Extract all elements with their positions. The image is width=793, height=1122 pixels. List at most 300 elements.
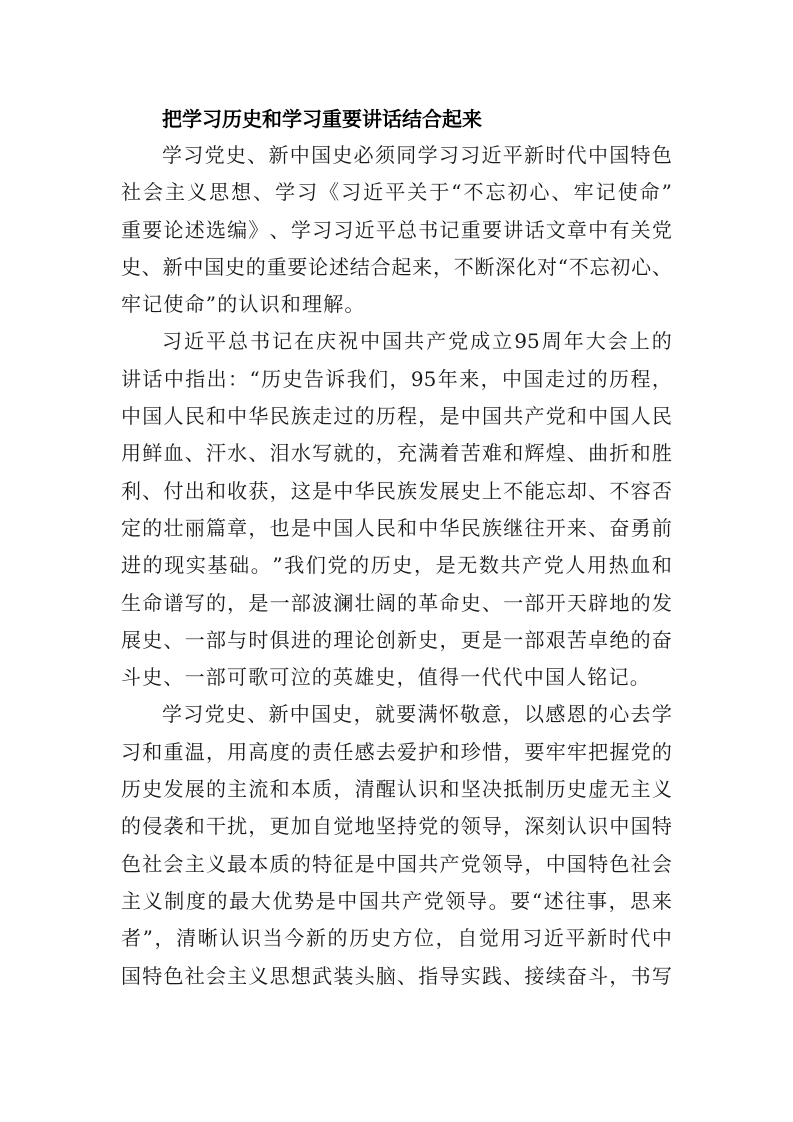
glyph: 民 (375, 478, 396, 503)
glyph: 、 (248, 441, 269, 466)
glyph: 史 (332, 143, 353, 167)
glyph: ， (608, 888, 629, 913)
glyph: 不 (463, 180, 484, 205)
glyph: 诉 (325, 366, 346, 391)
glyph: 流 (248, 777, 269, 802)
glyph: 用 (500, 926, 521, 951)
glyph: 史 (121, 254, 141, 279)
glyph: 意 (481, 702, 502, 727)
glyph: 曲 (588, 441, 609, 466)
glyph: 、 (184, 441, 205, 466)
glyph: 》 (248, 217, 269, 242)
glyph: 习 (341, 180, 362, 205)
text-line (121, 137, 672, 174)
paragraph-3 (121, 696, 672, 994)
glyph: 头 (354, 963, 375, 988)
glyph: ， (480, 366, 501, 391)
glyph: 干 (205, 814, 226, 839)
glyph: 壮 (354, 590, 375, 615)
glyph: 重 (163, 739, 184, 764)
glyph: 、 (551, 180, 572, 205)
glyph: 、 (141, 254, 162, 279)
glyph: 部 (205, 627, 226, 652)
glyph: 习 (333, 217, 354, 242)
text-line-last: 牢记使命”的认识和理解。 (121, 292, 366, 317)
glyph: 一 (503, 590, 524, 615)
glyph: 走 (312, 404, 333, 429)
glyph: 想 (231, 180, 252, 205)
glyph: 武 (312, 963, 333, 988)
glyph: 新 (524, 143, 545, 167)
glyph: 清 (354, 777, 375, 802)
text-line-last: 斗史、一部可歌可泣的英雄史，值得一代代中国人铭记。 (121, 665, 651, 690)
glyph: 来 (412, 254, 433, 279)
glyph: 的 (290, 851, 311, 876)
glyph: 记 (272, 329, 293, 354)
glyph: 澜 (333, 590, 354, 615)
glyph: 史 (142, 777, 163, 802)
glyph: 族 (481, 515, 502, 540)
glyph: ， (502, 702, 523, 727)
glyph: 要 (287, 254, 308, 279)
glyph: ， (524, 851, 545, 876)
glyph: 苦 (460, 441, 481, 466)
glyph: 奋 (566, 963, 587, 988)
glyph: 不 (568, 254, 589, 279)
glyph: 刻 (545, 814, 566, 839)
glyph: 晰 (197, 926, 218, 951)
glyph: 产 (524, 404, 545, 429)
glyph: 事 (586, 888, 607, 913)
glyph: 时 (248, 627, 269, 652)
glyph: 艰 (545, 627, 566, 652)
glyph: 导 (481, 814, 502, 839)
glyph: 会 (607, 329, 628, 354)
glyph: 续 (545, 963, 566, 988)
glyph: 是 (481, 627, 502, 652)
glyph: 、 (163, 627, 184, 652)
glyph: ” (142, 926, 153, 951)
glyph: 国 (311, 143, 332, 167)
glyph: 编 (227, 217, 248, 242)
glyph: 党 (204, 702, 225, 727)
glyph: 与 (227, 627, 248, 652)
glyph: 天 (566, 590, 587, 615)
glyph: ， (248, 814, 269, 839)
glyph: 勇 (630, 515, 651, 540)
glyph: 的 (290, 739, 311, 764)
glyph: 牢 (566, 739, 587, 764)
glyph: 述 (184, 217, 205, 242)
glyph: 却 (566, 478, 587, 503)
glyph: 、 (503, 963, 524, 988)
text-line (121, 958, 672, 995)
glyph: 祝 (338, 329, 359, 354)
glyph: 来 (651, 888, 672, 913)
glyph: 中 (333, 478, 354, 503)
glyph: 、 (588, 515, 609, 540)
glyph: 中 (121, 404, 141, 429)
glyph: 史 (224, 254, 245, 279)
glyph: 脑 (375, 963, 396, 988)
glyph: 导 (503, 851, 524, 876)
glyph: ， (333, 777, 354, 802)
text-line (121, 808, 672, 845)
glyph: 记 (439, 217, 460, 242)
glyph: 不 (453, 254, 474, 279)
glyph: 过 (566, 366, 587, 391)
glyph: 主 (121, 888, 141, 913)
glyph: 近 (363, 180, 384, 205)
glyph: 主 (227, 963, 248, 988)
glyph: 想 (290, 963, 311, 988)
glyph: 文 (545, 217, 566, 242)
glyph: 书 (630, 963, 651, 988)
glyph: 充 (397, 441, 418, 466)
glyph: 坚 (375, 814, 396, 839)
glyph: ， (227, 590, 248, 615)
glyph: 是 (435, 553, 456, 578)
glyph: 和 (397, 515, 418, 540)
glyph: 继 (503, 515, 524, 540)
glyph: 中 (163, 366, 184, 391)
glyph: 高 (248, 739, 269, 764)
glyph: 识 (588, 814, 609, 839)
glyph: 书 (418, 217, 439, 242)
glyph: 实 (185, 553, 206, 578)
glyph: 学 (651, 702, 672, 727)
glyph: “ (557, 254, 568, 279)
glyph: 话 (142, 366, 163, 391)
glyph: 定 (121, 515, 141, 540)
glyph: 时 (545, 143, 566, 167)
glyph: 进 (121, 553, 141, 578)
glyph: 近 (354, 217, 375, 242)
glyph: 珍 (460, 739, 481, 764)
glyph: 成 (470, 329, 491, 354)
glyph: 对 (536, 254, 557, 279)
glyph: 讲 (503, 217, 524, 242)
glyph: 历 (121, 777, 141, 802)
glyph: 中 (227, 404, 248, 429)
glyph: 付 (163, 478, 184, 503)
glyph: 中 (609, 814, 630, 839)
glyph: 把 (588, 739, 609, 764)
glyph: 断 (474, 254, 495, 279)
glyph: 波 (312, 590, 333, 615)
glyph: 国 (609, 143, 630, 167)
glyph: 辟 (588, 590, 609, 615)
glyph: 党 (460, 851, 481, 876)
glyph: 认 (566, 814, 587, 839)
glyph: 人 (630, 404, 651, 429)
glyph: ” (661, 180, 672, 205)
glyph: 是 (312, 478, 333, 503)
glyph: 我 (346, 366, 367, 391)
glyph: 当 (262, 926, 283, 951)
glyph: 更 (269, 814, 290, 839)
glyph: 血 (163, 441, 184, 466)
glyph: ， (435, 926, 456, 951)
glyph: 学 (162, 143, 182, 167)
glyph: 论 (354, 627, 375, 652)
glyph: 发 (163, 777, 184, 802)
glyph: 折 (609, 441, 630, 466)
glyph: 习 (522, 926, 543, 951)
glyph: 习 (162, 329, 182, 354)
glyph: 就 (374, 702, 395, 727)
glyph: 加 (290, 814, 311, 839)
glyph: 和 (142, 739, 163, 764)
glyph: 感 (545, 702, 566, 727)
glyph: ， (205, 739, 226, 764)
glyph: 使 (617, 180, 638, 205)
glyph: 识 (240, 926, 261, 951)
glyph: 学 (162, 702, 182, 727)
glyph: 热 (608, 553, 629, 578)
glyph: 关 (630, 217, 651, 242)
glyph: 史 (282, 366, 303, 391)
glyph: 国 (523, 366, 544, 391)
glyph: 共 (380, 888, 401, 913)
glyph: 的 (205, 777, 226, 802)
glyph: 国 (630, 814, 651, 839)
glyph: 义 (205, 851, 226, 876)
glyph: 共 (503, 404, 524, 429)
glyph: 族 (397, 478, 418, 503)
glyph: 坚 (460, 777, 481, 802)
glyph: 走 (544, 366, 565, 391)
glyph: 部 (290, 590, 311, 615)
glyph: 鲜 (142, 441, 163, 466)
glyph: 收 (227, 478, 248, 503)
glyph: 中 (588, 217, 609, 242)
glyph: 开 (545, 590, 566, 615)
glyph: 、 (269, 217, 290, 242)
glyph: 主 (165, 180, 186, 205)
glyph: 、 (588, 478, 609, 503)
glyph: 的 (630, 590, 651, 615)
glyph: ： (228, 366, 249, 391)
glyph: 写 (184, 590, 205, 615)
glyph: 领 (460, 814, 481, 839)
glyph: 质 (269, 851, 290, 876)
glyph: 国 (142, 404, 163, 429)
glyph: 要 (396, 702, 417, 727)
glyph: 重 (266, 254, 287, 279)
glyph: 中 (289, 143, 310, 167)
glyph: 共 (418, 851, 439, 876)
glyph: 指 (418, 963, 439, 988)
glyph: 和 (439, 739, 460, 764)
glyph: 怀 (438, 702, 459, 727)
glyph: 用 (121, 441, 141, 466)
glyph: 任 (333, 739, 354, 764)
glyph: 写 (312, 441, 333, 466)
glyph: 国 (382, 329, 403, 354)
glyph: 侵 (142, 814, 163, 839)
glyph: 要 (510, 888, 531, 913)
glyph: ， (154, 926, 175, 951)
glyph: 爱 (397, 739, 418, 764)
glyph: 认 (219, 926, 240, 951)
glyph: 心 (529, 180, 550, 205)
glyph: 华 (354, 478, 375, 503)
glyph: 展 (439, 478, 460, 503)
glyph: 更 (460, 627, 481, 652)
glyph: 华 (248, 404, 269, 429)
glyph: 习 (460, 143, 481, 167)
glyph: 讲 (121, 366, 141, 391)
glyph: 章 (566, 217, 587, 242)
glyph: 和 (439, 777, 460, 802)
glyph: 庆 (316, 329, 337, 354)
glyph: 色 (163, 963, 184, 988)
glyph: 用 (586, 553, 607, 578)
glyph: 俱 (269, 627, 290, 652)
glyph: 重 (460, 217, 481, 242)
glyph: 基 (207, 553, 228, 578)
glyph: 中 (312, 515, 333, 540)
glyph: 主 (630, 777, 651, 802)
glyph: 这 (290, 478, 311, 503)
glyph: 史 (332, 702, 353, 727)
glyph: 和 (503, 441, 524, 466)
glyph: 识 (418, 777, 439, 802)
glyph: 是 (290, 515, 311, 540)
glyph: 代 (630, 926, 651, 951)
glyph: 习 (121, 739, 141, 764)
glyph: 民 (269, 404, 290, 429)
glyph: 重 (121, 217, 141, 242)
glyph: 学 (417, 143, 438, 167)
glyph: 是 (248, 590, 269, 615)
glyph: 获 (248, 478, 269, 503)
glyph: 中 (587, 143, 608, 167)
glyph: 苦 (566, 627, 587, 652)
glyph: 部 (524, 627, 545, 652)
glyph: ， (503, 814, 524, 839)
glyph: 。 (250, 553, 271, 578)
glyph: 指 (185, 366, 206, 391)
glyph: 醒 (375, 777, 396, 802)
glyph: 新 (268, 143, 289, 167)
glyph: 导 (467, 888, 487, 913)
glyph: 发 (651, 590, 672, 615)
text-line (121, 734, 672, 771)
glyph: 年 (563, 329, 584, 354)
glyph: 的 (142, 553, 163, 578)
glyph: 《 (319, 180, 340, 205)
glyph: 接 (524, 963, 545, 988)
glyph: 史 (142, 627, 163, 652)
glyph: 史 (225, 143, 246, 167)
glyph: 阔 (375, 590, 396, 615)
glyph: 党 (448, 329, 469, 354)
glyph: 着 (439, 441, 460, 466)
glyph: 命 (639, 180, 660, 205)
glyph: 国 (358, 888, 379, 913)
glyph: 初 (610, 254, 631, 279)
glyph: 党 (630, 739, 651, 764)
glyph: 部 (524, 590, 545, 615)
glyph: ， (269, 478, 290, 503)
text-line (121, 323, 672, 360)
glyph: 总 (228, 329, 249, 354)
glyph: 奋 (651, 627, 672, 652)
glyph: 的 (349, 553, 370, 578)
glyph: 国 (397, 851, 418, 876)
glyph: 往 (565, 888, 586, 913)
glyph: 会 (651, 851, 672, 876)
glyph: 革 (418, 590, 439, 615)
glyph: 国 (481, 404, 502, 429)
glyph: ， (389, 366, 410, 391)
glyph: 历 (609, 366, 630, 391)
glyph: ， (651, 366, 672, 391)
glyph: 装 (333, 963, 354, 988)
glyph: 国 (121, 963, 141, 988)
glyph: 袭 (163, 814, 184, 839)
glyph: 人 (163, 404, 184, 429)
glyph: 忘 (545, 478, 566, 503)
glyph: 丽 (184, 515, 205, 540)
glyph: 制 (164, 888, 185, 913)
glyph: 产 (426, 329, 447, 354)
glyph: 认 (397, 777, 418, 802)
glyph: 历 (370, 553, 391, 578)
glyph: 党 (545, 404, 566, 429)
glyph: 的 (354, 404, 375, 429)
glyph: 告 (303, 366, 324, 391)
glyph: 史 (460, 478, 481, 503)
glyph: 用 (227, 739, 248, 764)
glyph: 社 (142, 851, 163, 876)
glyph: 的 (587, 366, 608, 391)
glyph: 述 (543, 888, 564, 913)
glyph: 义 (142, 888, 163, 913)
glyph: 中 (502, 366, 522, 391)
glyph: 近 (543, 926, 564, 951)
glyph: 的 (397, 590, 418, 615)
glyph: 的 (354, 441, 375, 466)
glyph: 的 (651, 739, 672, 764)
glyph: 本 (290, 777, 311, 802)
text-line (121, 622, 672, 659)
glyph: 发 (418, 478, 439, 503)
glyph: 的 (142, 515, 163, 540)
glyph: 牢 (573, 180, 594, 205)
glyph: 和 (205, 478, 226, 503)
glyph: 特 (630, 143, 651, 167)
glyph: 平 (565, 926, 586, 951)
glyph: 论 (308, 254, 329, 279)
glyph: 人 (354, 515, 375, 540)
glyph: 现 (164, 553, 185, 578)
glyph: 共 (500, 553, 521, 578)
glyph: 党 (651, 217, 672, 242)
glyph: 代 (566, 143, 587, 167)
glyph: 最 (229, 888, 250, 913)
glyph: 的 (327, 926, 348, 951)
glyph: 习 (312, 217, 333, 242)
glyph: 会 (143, 180, 164, 205)
glyph: 地 (609, 590, 630, 615)
glyph: 绝 (609, 627, 630, 652)
glyph: 位 (413, 926, 434, 951)
glyph: 一 (503, 627, 524, 652)
paragraph-2 (121, 323, 672, 696)
